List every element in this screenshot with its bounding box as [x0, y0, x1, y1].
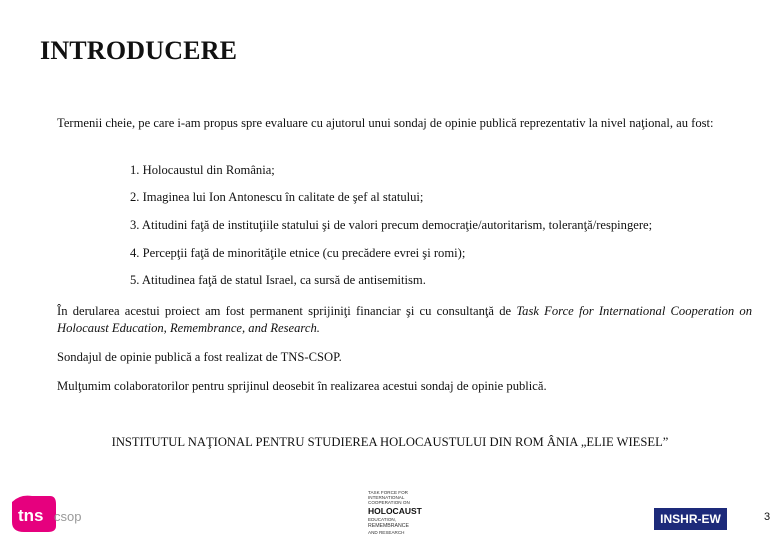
tf-logo-line: INTERNATIONAL: [368, 495, 405, 500]
support-paragraph: [57, 303, 752, 337]
tns-csop-logo: [10, 492, 82, 534]
intro-paragraph: Termenii cheie, pe care i-am propus spre evaluare cu ajutorul unui sondaj de opinie publică reprezentativ la nivel naţional, au fost:: [57, 116, 714, 130]
tf-logo-line: REMEMBRANCE: [368, 523, 409, 529]
task-force-name: Task Force for International Cooperation on Holocaust Education, Remembrance, and Research.: [57, 304, 752, 335]
support-text: În derularea acestui proiect am fost permanent sprijiniţi financiar şi cu consultanţă de: [57, 304, 512, 318]
list-item: 3. Atitudini faţă de instituţiile statului şi de valori precum democraţie/autoritarism, toleranţă/respingere;: [130, 218, 653, 232]
page-number: 3: [764, 511, 771, 523]
list-item: 2. Imaginea lui Ion Antonescu în calitate de şef al statului;: [130, 190, 424, 204]
survey-paragraph: Sondajul de opinie publică a fost realizat de TNS-CSOP.: [57, 350, 342, 364]
tns-logo-text: tns: [18, 506, 44, 525]
tf-logo-line: TASK FORCE FOR: [368, 490, 408, 495]
list-item: 1. Holocaustul din România;: [130, 163, 275, 177]
inshr-ew-logo: INSHR-EW: [654, 508, 727, 530]
list-item: 4. Percepţii faţă de minorităţile etnice (cu precădere evrei şi romi);: [130, 246, 466, 260]
tf-logo-line: AND RESEARCH: [368, 530, 405, 535]
tf-logo-line: HOLOCAUST: [368, 506, 422, 516]
tf-logo-line: EDUCATION,: [368, 517, 396, 522]
page-title: INTRODUCERE: [40, 36, 238, 65]
task-force-logo: [367, 489, 423, 537]
thanks-paragraph: Mulţumim colaboratorilor pentru sprijinul deosebit în realizarea acestui sondaj de opinie publică.: [57, 379, 547, 393]
list-item: 5. Atitudinea faţă de statul Israel, ca sursă de antisemitism.: [130, 273, 426, 287]
tf-logo-line: COOPERATION ON: [368, 500, 410, 505]
csop-logo-text: csop: [54, 509, 82, 524]
institute-name: INSTITUTUL NAŢIONAL PENTRU STUDIEREA HOLOCAUSTULUI DIN ROM ÂNIA „ELIE WIESEL”: [111, 435, 669, 449]
